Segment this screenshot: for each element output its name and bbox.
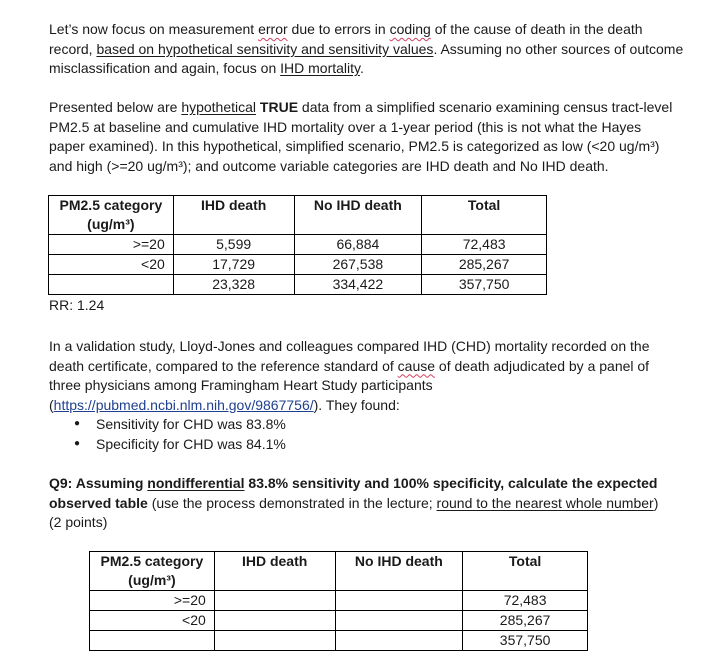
- answer-cell[interactable]: [214, 611, 335, 631]
- presented-text: Presented below are: [49, 99, 182, 115]
- underlined-phrase: hypothetical: [181, 99, 257, 115]
- table-row: [49, 275, 547, 295]
- table-cell: 357,750: [463, 631, 588, 651]
- observed-table: [89, 551, 588, 651]
- table-cell: [49, 275, 174, 295]
- intro-text: due to errors in: [287, 21, 390, 37]
- answer-cell[interactable]: [214, 591, 335, 611]
- intro-paragraph: [49, 20, 689, 79]
- question-text: (use the process demonstrated in the lecture;: [147, 494, 437, 511]
- validation-text: ). They found:: [313, 396, 400, 413]
- intro-text: . Assuming no other sources of outcome misclassification and again, focus on: [49, 40, 684, 76]
- table-cell: 267,538: [294, 255, 422, 275]
- intro-text: .: [359, 60, 364, 76]
- spellcheck-word: error: [258, 21, 288, 37]
- answer-cell[interactable]: [214, 631, 335, 651]
- list-item: ● Sensitivity for CHD was 83.8%: [74, 414, 286, 434]
- pubmed-link[interactable]: https://pubmed.ncbi.nlm.nih.gov/9867756/: [53, 396, 314, 413]
- question-text: ) (2 points): [49, 494, 659, 530]
- table-cell: 66,884: [294, 235, 422, 255]
- question-9: [49, 474, 669, 533]
- table-header-cell: Total: [422, 196, 547, 235]
- findings-list: [74, 414, 286, 454]
- list-item: ● Specificity for CHD was 84.1%: [74, 434, 286, 454]
- table-cell: 23,328: [173, 275, 294, 295]
- underlined-phrase: based on hypothetical sensitivity and sensitivity values: [96, 40, 434, 57]
- table-header-cell: IHD death: [173, 196, 294, 235]
- underlined-phrase: nondifferential: [147, 475, 245, 491]
- validation-paragraph: [49, 337, 679, 415]
- answer-cell[interactable]: [335, 611, 463, 631]
- bold-word: TRUE: [259, 99, 299, 115]
- answer-cell[interactable]: [335, 591, 463, 611]
- table-cell: 5,599: [173, 235, 294, 255]
- table-cell: >=20: [49, 235, 174, 255]
- intro-text: Let’s now focus on measurement: [49, 21, 259, 37]
- table-header-row: [49, 196, 547, 235]
- table-header-row: [90, 552, 588, 591]
- table-cell: 17,729: [173, 255, 294, 275]
- table-cell: <20: [49, 255, 174, 275]
- question-text: Q9: Assuming: [49, 475, 148, 491]
- table-header-cell: Total: [463, 552, 588, 591]
- validation-text: In a validation study, Lloyd-Jones and colleagues compared IHD (CHD) mortality recorded on the death certificate, compared to the reference standard of: [49, 338, 650, 374]
- answer-cell[interactable]: [335, 631, 463, 651]
- rr-value: RR: 1.24: [49, 297, 105, 313]
- table-header-cell: No IHD death: [294, 196, 422, 235]
- underlined-phrase: IHD mortality: [280, 60, 360, 76]
- spellcheck-word: coding: [389, 21, 431, 37]
- spellcheck-word: cause: [397, 357, 436, 374]
- table-header-cell: PM2.5 category (ug/m³): [49, 196, 174, 235]
- table-header-cell: PM2.5 category (ug/m³): [90, 552, 215, 591]
- table-row: [90, 631, 588, 651]
- table-cell: 334,422: [294, 275, 422, 295]
- question-text: 83.8% sensitivity and 100% specificity, calculate the expected observed table: [49, 475, 658, 511]
- table-cell: 285,267: [422, 255, 547, 275]
- table-cell: >=20: [90, 591, 215, 611]
- table-row: [90, 611, 588, 631]
- table-cell: 72,483: [463, 591, 588, 611]
- presented-text: data from a simplified scenario examining census tract-level PM2.5 at baseline and cumulative IHD mortality over a 1-year period (this is not what the Hayes paper examined). In this hypothetical, simplified scenario, PM2.5 is categorized as low (<20 ug/m³) and high (>=20 ug/m³); and outcome variable categories are IHD death and No IHD death.: [49, 99, 673, 174]
- table-row: [49, 255, 547, 275]
- table-row: [90, 591, 588, 611]
- table-cell: [90, 631, 215, 651]
- table-header-cell: IHD death: [214, 552, 335, 591]
- table-row: [49, 235, 547, 255]
- presented-paragraph: [49, 98, 679, 176]
- table-cell: 357,750: [422, 275, 547, 295]
- validation-text: of death adjudicated by a panel of three physicians among Framingham Heart Study participants (: [49, 357, 650, 413]
- intro-text: of the cause of death in the death record,: [49, 21, 643, 57]
- table-cell: 285,267: [463, 611, 588, 631]
- table-header-cell: No IHD death: [335, 552, 463, 591]
- table-cell: <20: [90, 611, 215, 631]
- true-data-table: [48, 195, 547, 295]
- table-cell: 72,483: [422, 235, 547, 255]
- underlined-phrase: round to the nearest whole number: [436, 494, 654, 511]
